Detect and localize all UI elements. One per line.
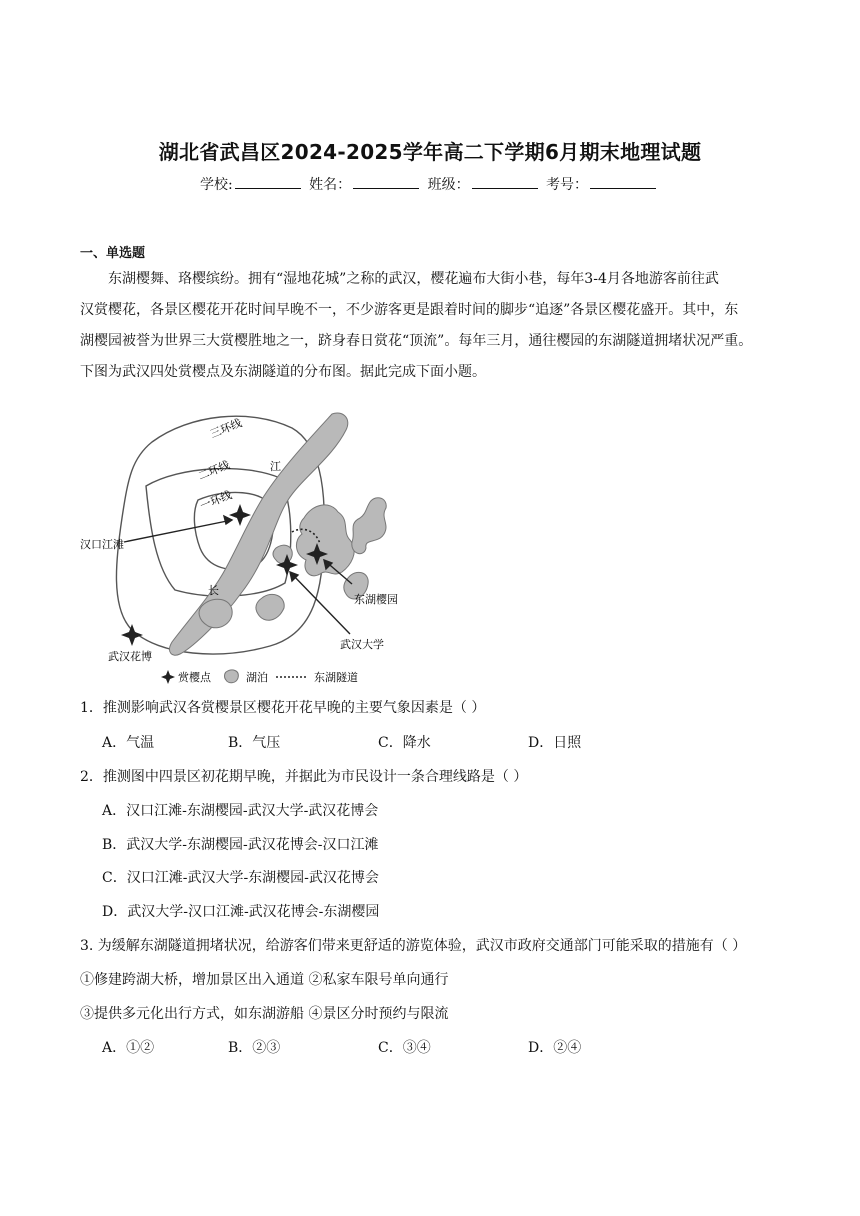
name-label: 姓名：	[309, 177, 352, 193]
hankou-star-icon	[229, 504, 251, 526]
ring3-label: 三环线	[208, 416, 244, 441]
ring2-label: 二环线	[196, 458, 232, 483]
hankou-label: 汉口江滩	[80, 538, 124, 551]
question-2-option-a[interactable]: A．汉口江滩-东湖樱园-武汉大学-武汉花博会	[102, 803, 379, 819]
hankou-arrowhead	[224, 516, 232, 524]
reading-passage	[80, 264, 792, 388]
question-2-option-c[interactable]: C．汉口江滩-武汉大学-东湖樱园-武汉花博会	[102, 870, 379, 886]
legend-point-label: 赏樱点	[178, 671, 211, 684]
name-blank	[353, 176, 419, 189]
legend-star-icon	[161, 670, 175, 684]
passage-line: 东湖樱舞、珞樱缤纷。拥有“湿地花城”之称的武汉，樱花遍布大街小巷，每年3-4月各地游客前往武	[108, 271, 719, 287]
question-2-stem: 2．推测图中四景区初花期早晚，并据此为市民设计一条合理线路是（ ）	[80, 769, 528, 785]
school-blank	[235, 176, 301, 189]
question-3-option-d[interactable]: D．②④	[528, 1040, 582, 1056]
passage-line: 汉赏樱花，各景区樱花开花时间早晚不一，不少游客更是跟着时间的脚步“追逐”各景区樱花盛开。其中，东	[80, 302, 739, 318]
lake	[256, 594, 284, 620]
question-3-stem: 3. 为缓解东湖隧道拥堵状况，给游客们带来更舒适的游览体验，武汉市政府交通部门可能采取的措施有（ ）	[80, 938, 747, 954]
lake	[199, 599, 232, 628]
question-1-option-d[interactable]: D．日照	[528, 735, 582, 751]
class-label: 班级：	[427, 177, 470, 193]
section-heading: 一、单选题	[80, 246, 146, 261]
garden-label: 武汉花博	[108, 650, 152, 663]
student-info-line	[0, 174, 860, 194]
page-title: 湖北省武昌区2024-2025学年高二下学期6月期末地理试题	[158, 140, 702, 164]
question-2-option-b[interactable]: B．武汉大学-东湖樱园-武汉花博会-汉口江滩	[102, 837, 379, 853]
exam-number-label: 考号：	[546, 177, 589, 193]
question-3-choice-line: ①修建跨湖大桥，增加景区出入通道 ②私家车限号单向通行	[80, 972, 449, 988]
question-3-option-b[interactable]: B．②③	[228, 1040, 281, 1056]
question-3-choice-line: ③提供多元化出行方式，如东湖游船 ④景区分时预约与限流	[80, 1006, 449, 1022]
question-1-option-a[interactable]: A．气温	[102, 735, 155, 751]
question-1-option-c[interactable]: C．降水	[378, 735, 431, 751]
question-1-stem: 1．推测影响武汉各赏樱景区樱花开花早晚的主要气象因素是（ ）	[80, 700, 486, 716]
map-legend	[161, 670, 358, 684]
river-label-bottom: 长	[208, 584, 219, 597]
river-label-top: 江	[270, 460, 281, 473]
question-3-option-a[interactable]: A．①②	[102, 1040, 155, 1056]
question-2-option-d[interactable]: D．武汉大学-汉口江滩-武汉花博会-东湖樱园	[102, 904, 380, 920]
ring1-label: 一环线	[198, 488, 234, 513]
legend-lake-label: 湖泊	[246, 671, 268, 684]
wuhan-cherry-map	[80, 408, 420, 690]
whu-label: 武汉大学	[340, 638, 384, 651]
yanxi-lake	[352, 498, 386, 554]
garden-star-icon	[121, 624, 143, 646]
passage-line: 湖樱园被誉为世界三大赏樱胜地之一，跻身春日赏花“顶流”。每年三月，通往樱园的东湖隧道拥堵状况严重。	[80, 333, 753, 349]
hankou-arrow	[124, 520, 232, 542]
legend-lake-icon	[225, 670, 239, 683]
legend-tunnel-label: 东湖隧道	[314, 671, 358, 684]
question-3-option-c[interactable]: C．③④	[378, 1040, 431, 1056]
passage-line: 下图为武汉四处赏樱点及东湖隧道的分布图。据此完成下面小题。	[80, 364, 486, 380]
question-1-option-b[interactable]: B．气压	[228, 735, 281, 751]
class-blank	[472, 176, 538, 189]
school-label: 学校:	[199, 177, 233, 193]
exam-number-blank	[590, 176, 656, 189]
donghu-label: 东湖樱园	[354, 593, 398, 606]
